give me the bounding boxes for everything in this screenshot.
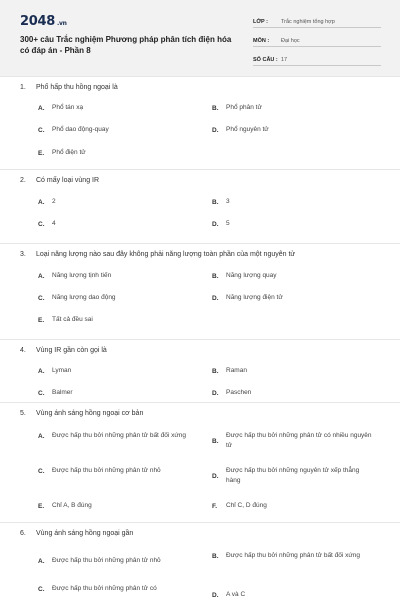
option-letter: A. <box>38 104 45 112</box>
option-letter: D. <box>212 472 219 480</box>
meta-row-count <box>253 52 381 66</box>
meta-value: Trắc nghiệm tổng hợp <box>281 19 335 25</box>
question-5 <box>0 402 400 525</box>
answer-option-b[interactable] <box>212 197 372 207</box>
question-6 <box>0 522 400 603</box>
option-letter: A. <box>38 272 45 280</box>
option-text: Phổ dao động-quay <box>52 126 109 133</box>
answer-option-b[interactable] <box>212 271 372 281</box>
page-title: 300+ câu Trắc nghiệm Phương pháp phân tích điện hóa có đáp án - Phần 8 <box>20 35 232 55</box>
question-number: 1. <box>20 84 26 91</box>
option-text: Phổ tán xạ <box>52 104 84 111</box>
option-letter: D. <box>212 126 219 134</box>
option-letter: E. <box>38 316 45 324</box>
answer-option-e[interactable] <box>38 315 188 325</box>
answer-option-d[interactable] <box>212 590 372 600</box>
option-text: Paschen <box>226 389 252 396</box>
option-text: Được hấp thu bởi những phân tử có <box>52 585 157 592</box>
answer-option-a[interactable] <box>38 271 188 281</box>
meta-key: MÔN : <box>253 38 270 44</box>
option-text: Chỉ A, B đúng <box>52 502 92 509</box>
question-title <box>20 530 133 537</box>
question-text: Có mấy loại vùng IR <box>36 177 100 184</box>
answer-option-e[interactable] <box>38 501 188 511</box>
option-text: Phổ phân tử <box>226 104 262 111</box>
option-letter: C. <box>38 220 45 228</box>
option-letter: A. <box>38 557 45 565</box>
option-text: Tất cả đều sai <box>52 316 93 323</box>
option-letter: D. <box>212 294 219 302</box>
question-number: 6. <box>20 530 26 537</box>
option-letter: B. <box>212 367 219 375</box>
meta-row-class <box>253 14 381 28</box>
answer-option-d[interactable] <box>212 466 372 486</box>
answer-option-c[interactable] <box>38 219 188 229</box>
question-3 <box>0 243 400 340</box>
option-letter: D. <box>212 389 219 397</box>
answer-option-f[interactable] <box>212 501 372 511</box>
option-text: Năng lượng dao động <box>52 294 116 301</box>
option-text: Năng lượng quay <box>226 272 277 279</box>
option-letter: C. <box>38 389 45 397</box>
question-title <box>20 410 143 417</box>
meta-info <box>253 14 381 71</box>
question-2 <box>0 169 400 244</box>
answer-option-a[interactable] <box>38 556 188 566</box>
option-text: 4 <box>52 220 56 227</box>
question-number: 5. <box>20 410 26 417</box>
question-number: 4. <box>20 347 26 354</box>
question-title <box>20 251 295 258</box>
option-letter: B. <box>212 552 219 560</box>
question-number: 3. <box>20 251 26 258</box>
option-letter: C. <box>38 467 45 475</box>
option-letter: B. <box>212 198 219 206</box>
question-text: Phổ hấp thu hồng ngoại là <box>36 84 118 91</box>
answer-option-a[interactable] <box>38 197 188 207</box>
option-letter: E. <box>38 502 45 510</box>
option-text: Lyman <box>52 367 72 374</box>
meta-key: SỐ CÂU : <box>253 57 278 63</box>
meta-value: 17 <box>281 57 288 63</box>
answer-option-a[interactable] <box>38 103 188 113</box>
option-text: 3 <box>226 198 230 205</box>
question-text: Vùng ánh sáng hồng ngoại cơ bản <box>36 410 144 417</box>
option-letter: C. <box>38 126 45 134</box>
answer-option-b[interactable] <box>212 103 372 113</box>
answer-option-b[interactable] <box>212 551 372 561</box>
answer-option-d[interactable] <box>212 219 372 229</box>
question-title <box>20 84 118 91</box>
option-text: Raman <box>226 367 247 374</box>
answer-option-d[interactable] <box>212 388 372 398</box>
option-letter: C. <box>38 294 45 302</box>
option-letter: B. <box>212 104 219 112</box>
answer-option-b[interactable] <box>212 431 372 451</box>
option-letter: B. <box>212 272 219 280</box>
answer-option-a[interactable] <box>38 431 188 441</box>
meta-value: Đại học <box>281 38 300 44</box>
option-letter: D. <box>212 591 219 599</box>
option-text: A và C <box>226 591 246 598</box>
option-letter: F. <box>212 502 218 510</box>
answer-option-c[interactable] <box>38 466 188 476</box>
question-text: Vùng IR gần còn gọi là <box>36 347 107 354</box>
site-logo[interactable] <box>20 14 67 29</box>
option-text: 5 <box>226 220 230 227</box>
answer-option-b[interactable] <box>212 366 372 376</box>
option-text: Được hấp thu bởi những phân tử bất đối xứng <box>52 432 186 439</box>
option-letter: A. <box>38 367 45 375</box>
question-text: Vùng ánh sáng hồng ngoại gần <box>36 530 134 537</box>
question-1 <box>0 76 400 175</box>
option-letter: A. <box>38 198 45 206</box>
answer-option-a[interactable] <box>38 366 188 376</box>
option-text: Được hấp thu bởi những phân tử nhỏ <box>52 467 161 474</box>
option-letter: A. <box>38 432 45 440</box>
option-text: Balmer <box>52 389 73 396</box>
answer-option-d[interactable] <box>212 293 372 303</box>
meta-row-subject <box>253 33 381 47</box>
question-title <box>20 177 99 184</box>
answer-option-c[interactable] <box>38 388 188 398</box>
option-text: Được hấp thu bởi những phân tử có nhiều nguyên tử <box>226 432 372 449</box>
logo-text: 2048 <box>20 14 55 29</box>
option-text: Năng lượng điện tử <box>226 294 283 301</box>
question-text: Loại năng lượng nào sau đây không phải năng lượng toàn phần của một nguyên tử <box>36 251 296 258</box>
answer-option-c[interactable] <box>38 584 188 594</box>
option-text: Năng lượng tịnh tiến <box>52 272 112 279</box>
answer-option-d[interactable] <box>212 125 372 135</box>
option-text: Được hấp thu bởi những phân tử nhỏ <box>52 557 161 564</box>
option-letter: B. <box>212 437 219 445</box>
option-text: Phổ nguyên tử <box>226 126 269 133</box>
option-letter: E. <box>38 149 45 157</box>
header <box>0 0 400 76</box>
answer-option-c[interactable] <box>38 125 188 135</box>
question-title <box>20 347 107 354</box>
meta-key: LỚP : <box>253 19 268 25</box>
answer-option-e[interactable] <box>38 148 188 158</box>
answer-option-c[interactable] <box>38 293 188 303</box>
option-text: 2 <box>52 198 56 205</box>
option-text: Chỉ C, D đúng <box>226 502 267 509</box>
option-letter: D. <box>212 220 219 228</box>
logo-suffix: .vn <box>56 20 67 27</box>
option-letter: C. <box>38 585 45 593</box>
option-text: Phổ điện tử <box>52 149 86 156</box>
question-number: 2. <box>20 177 26 184</box>
option-text: Được hấp thu bởi những phân tử bất đối xứng <box>226 552 360 559</box>
option-text: Được hấp thu bởi những nguyên tử xếp thẳng hàng <box>226 467 360 484</box>
